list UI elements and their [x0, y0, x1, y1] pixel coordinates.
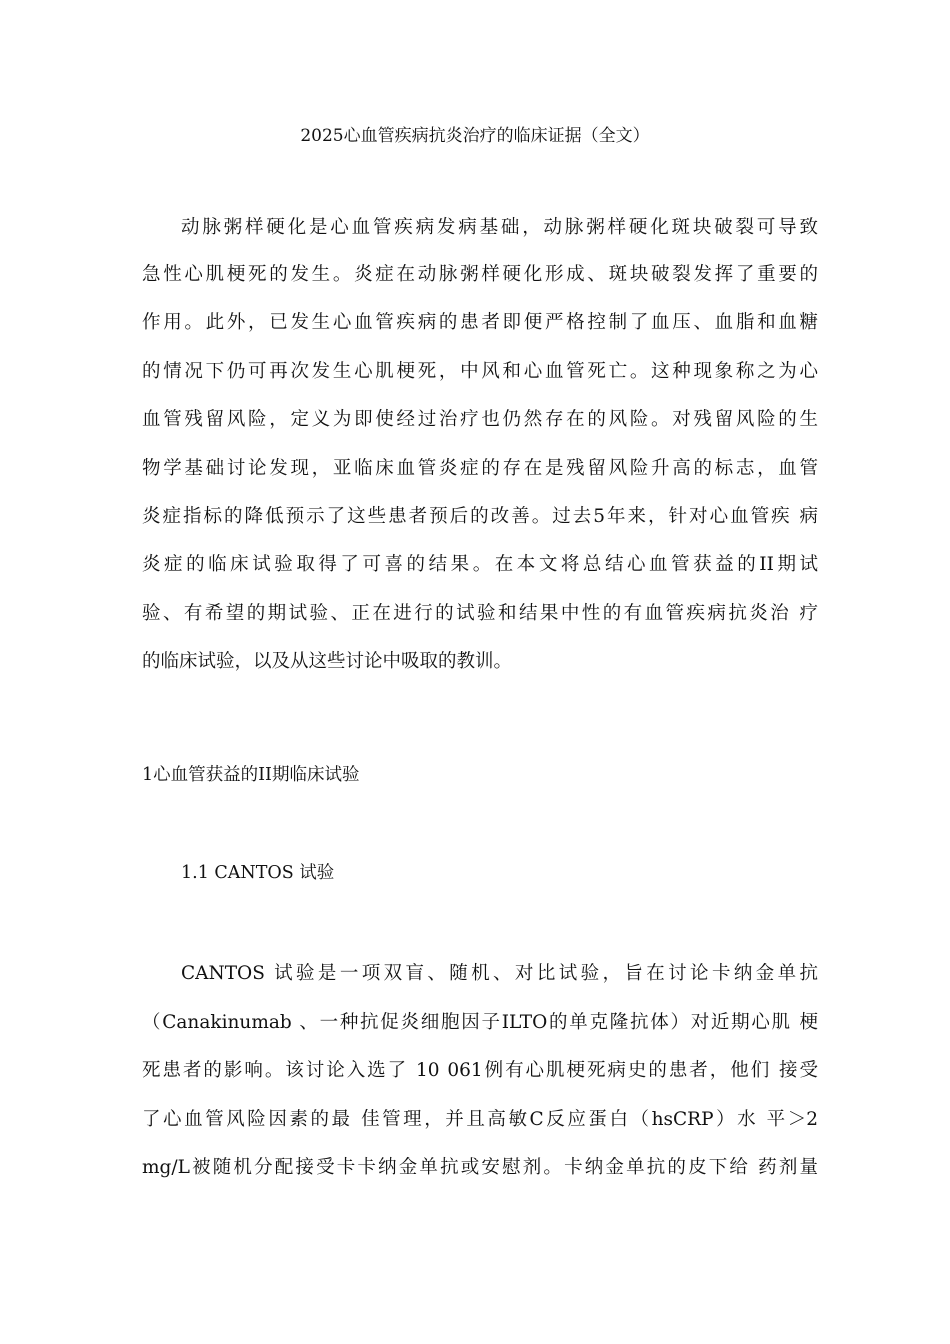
paragraph-line: 炎症的临床试验取得了可喜的结果。在本文将总结心血管获益的II期试: [142, 554, 818, 575]
paragraph-line: 验、有希望的期试验、正在进行的试验和结果中性的有血管疾病抗炎治 疗: [142, 603, 818, 624]
paragraph-line: 的情况下仍可再次发生心肌梗死，中风和心血管死亡。这种现象称之为心: [142, 361, 818, 382]
subsection-heading: 1.1 CANTOS 试验: [181, 863, 335, 883]
section-heading: 1心血管获益的II期临床试验: [142, 765, 360, 785]
paragraph-line: 动脉粥样硬化是心血管疾病发病基础，动脉粥样硬化斑块破裂可导致: [181, 217, 818, 238]
paragraph-line: 死患者的影响。该讨论入选了 10 061例有心肌梗死病史的患者，他们 接受: [142, 1060, 818, 1081]
paragraph-line: 血管残留风险，定义为即使经过治疗也仍然存在的风险。对残留风险的生: [142, 409, 818, 430]
paragraph-line: 物学基础讨论发现，亚临床血管炎症的存在是残留风险升高的标志，血管: [142, 458, 818, 479]
paragraph-line: mg/L被随机分配接受卡卡纳金单抗或安慰剂。卡纳金单抗的皮下给 药剂量: [142, 1157, 818, 1178]
paragraph-line: 炎症指标的降低预示了这些患者预后的改善。过去5年来，针对心血管疾 病: [142, 506, 818, 527]
paragraph-line: 的临床试验，以及从这些讨论中吸取的教训。: [142, 651, 513, 672]
document-title: 2025心血管疾病抗炎治疗的临床证据（全文）: [300, 126, 650, 146]
paragraph-line: （Canakinumab 、一种抗促炎细胞因子ILTO的单克隆抗体）对近期心肌 梗: [142, 1012, 818, 1033]
paragraph-line: 了心血管风险因素的最 佳管理，并且高敏C反应蛋白（hsCRP）水 平＞2: [142, 1109, 818, 1130]
paragraph-line: CANTOS 试验是一项双盲、随机、对比试验，旨在讨论卡纳金单抗: [181, 963, 818, 984]
paragraph-line: 急性心肌梗死的发生。炎症在动脉粥样硬化形成、斑块破裂发挥了重要的: [142, 264, 818, 285]
paragraph-line: 作用。此外，已发生心血管疾病的患者即便严格控制了血压、血脂和血糖: [142, 312, 818, 333]
